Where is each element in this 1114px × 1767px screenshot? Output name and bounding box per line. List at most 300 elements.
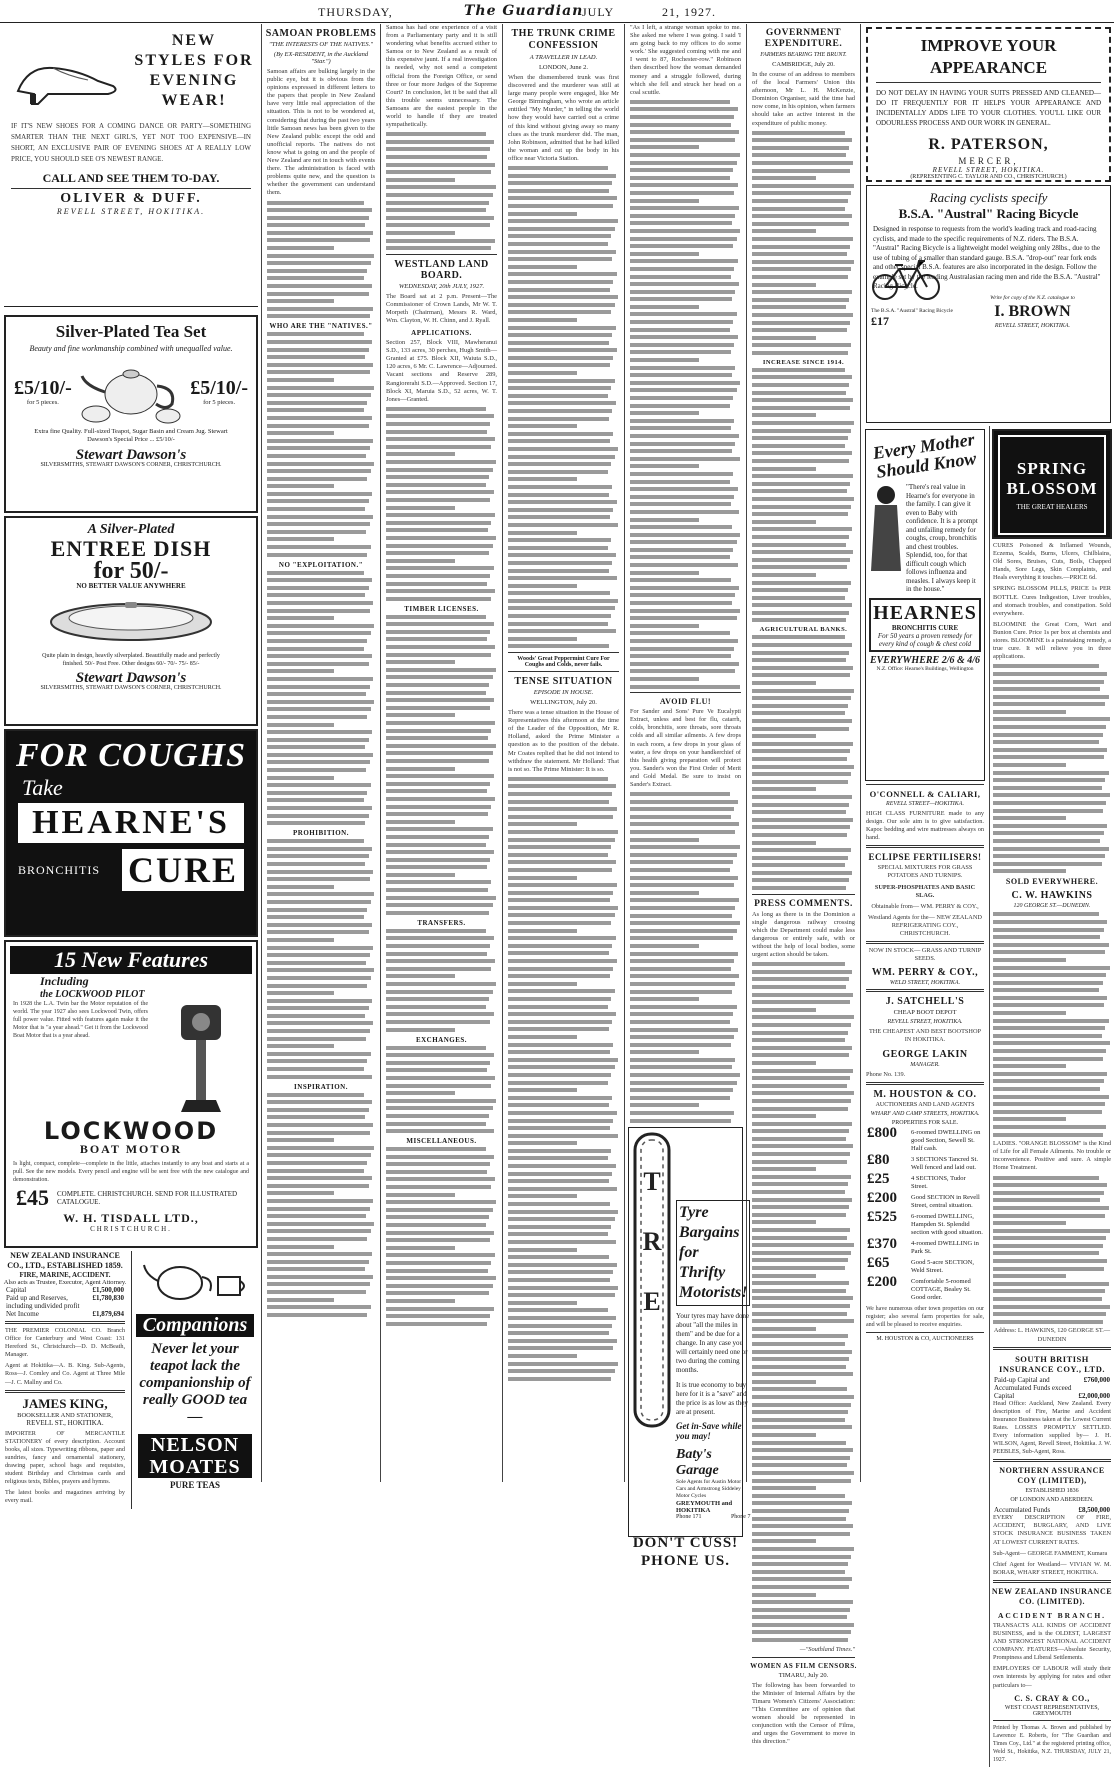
text-line xyxy=(386,475,489,479)
text-line xyxy=(752,1387,847,1391)
text-line xyxy=(752,1441,846,1445)
text-line xyxy=(508,493,609,497)
text-line xyxy=(386,896,496,900)
text-line xyxy=(993,1041,1110,1045)
text-line xyxy=(752,1152,850,1156)
text-line xyxy=(267,854,369,858)
property-listing xyxy=(867,1273,983,1302)
text-line xyxy=(267,307,373,311)
text-line xyxy=(386,1053,494,1057)
column-7-8 xyxy=(863,24,1114,1764)
text-line xyxy=(630,807,734,811)
property-listing xyxy=(867,1189,983,1210)
text-line xyxy=(508,944,612,948)
text-line xyxy=(752,825,850,829)
text-line xyxy=(752,444,845,448)
text-line xyxy=(508,424,577,428)
property-price: £525 xyxy=(867,1208,897,1225)
text-line xyxy=(508,318,577,322)
text-line xyxy=(993,1312,1106,1316)
text-line xyxy=(386,574,490,578)
text-line xyxy=(508,921,611,925)
text-line xyxy=(993,695,1109,699)
text-line xyxy=(386,873,455,877)
text-line xyxy=(267,216,369,220)
text-line xyxy=(386,597,491,601)
text-line xyxy=(993,725,1106,729)
text-line xyxy=(752,878,849,882)
text-line xyxy=(267,1282,370,1286)
column-1 xyxy=(2,24,260,1505)
evening-firm: OLIVER & DUFF. xyxy=(60,191,202,206)
property-description: 6-roomed DWELLING, Hampden St. Splendid section with good situation. xyxy=(911,1212,983,1236)
text-line xyxy=(386,812,488,816)
text-line xyxy=(993,1183,1107,1187)
text-line xyxy=(630,647,734,651)
text-line xyxy=(508,447,618,451)
text-line xyxy=(993,1198,1100,1202)
text-line xyxy=(267,484,334,488)
text-line xyxy=(630,358,699,362)
text-line xyxy=(386,1162,490,1166)
text-line xyxy=(267,1184,369,1188)
evening-body: IF IT'S NEW SHOES FOR A COMING DANCE OR PARTY—SOMETHING SMARTER THAN THE NEXT GIRL'S, YET NOT TOO EXPENSIVE—IN SHORT, AN EXCLUSIVE PAIR OF EVENING SHOES AT A REALLY LOW PRICE, YOU SHOULD SEE O'S NEWEST RANGE. xyxy=(11,122,251,163)
text-line xyxy=(508,462,611,466)
text-line xyxy=(386,820,455,824)
figure-row xyxy=(994,1506,1110,1514)
ad-spring-blossom: SPRING BLOSSOM THE GREAT HEALERS xyxy=(992,429,1112,539)
text-line xyxy=(267,424,369,428)
text-line xyxy=(752,1228,850,1232)
text-line xyxy=(630,868,730,872)
text-line xyxy=(752,1281,849,1285)
text-line xyxy=(508,1255,609,1259)
text-line xyxy=(267,930,369,934)
text-line xyxy=(508,576,617,580)
text-line xyxy=(630,578,731,582)
text-line xyxy=(752,383,849,387)
text-line xyxy=(386,1020,490,1024)
text-line xyxy=(267,923,372,927)
text-line xyxy=(386,1208,493,1212)
text-line xyxy=(267,892,374,896)
text-line xyxy=(752,658,846,662)
text-line xyxy=(752,267,851,271)
column-rule xyxy=(261,24,262,1482)
text-line xyxy=(993,912,1099,916)
text-line xyxy=(508,531,577,535)
text-line xyxy=(993,1125,1106,1129)
text-line xyxy=(993,1282,1109,1286)
text-line xyxy=(508,189,609,193)
text-line xyxy=(752,1608,850,1612)
figure-row xyxy=(6,1286,124,1294)
text-line xyxy=(267,814,369,818)
text-line xyxy=(752,1524,853,1528)
text-line xyxy=(267,1021,373,1025)
text-line xyxy=(630,373,732,377)
text-line xyxy=(630,990,732,994)
text-line xyxy=(386,1307,494,1311)
text-line xyxy=(386,231,455,235)
text-line xyxy=(752,1053,849,1057)
text-line xyxy=(267,1100,372,1104)
text-line xyxy=(752,1099,851,1103)
text-line xyxy=(630,997,699,1001)
text-line xyxy=(267,908,367,912)
text-line xyxy=(386,944,490,948)
entree-dish-icon xyxy=(41,594,221,644)
text-line xyxy=(630,449,732,453)
text-line xyxy=(630,480,730,484)
text-line xyxy=(508,997,611,1001)
text-line xyxy=(267,1275,373,1279)
text-line xyxy=(630,457,740,461)
text-line xyxy=(630,381,740,385)
text-line xyxy=(752,207,845,211)
property-description: Good 5-acre SECTION, Weld Street. xyxy=(911,1258,974,1274)
text-line xyxy=(267,254,374,258)
text-line xyxy=(752,757,847,761)
text-line xyxy=(386,1177,495,1181)
column-3: Samoa has had one experience of a visit from a Parliamentary party and it is still wondering what benefits accrued either to Samoa or to New Zealand as a result of this expensive jaunt. If a real investigation is needed, why not send a competent official from the Foreign Office, or send three or four more Judges of the Supreme Court? In conclusion, let it be said that all this trouble seems unnecessary. The Samoans are the easiest people in the world to handle if they are treated sympathetically. WESTLAND LAND BOARD. WEDNESDAY, 20th JULY, 1927. The Board sat at 2 p.m. Present—The Commissioner of Crown Lands, Mr W. T. Morpeth (Chairman), Messrs R. Ward, Wm. Clayton, W. H. Chinn, and J. Ryall. APPLICATIONS. Section 257, Block VIII, Mawheranui S.D., 133 acres, 30 perches, Hugh Smith—Granted at £75. Block XII, Waiuta S.D., 120 acres, 6 Mr. C. Lawrence—Adjourned. Vacant sections and Reserve 289, Rangiorerahi S.D.—Approved. Section 17, Block XI, Maruia S.D., 52 acres, W. T. Jones—Granted. TIMBER LICENSES. TRANSFERS. EXCHANGES. MISCELLANEOUS. xyxy=(383,24,500,1482)
ad-companions-tea: Companions Never let your teapot lack the companionship of really GOOD tea— NELSON MOATES PURE TEAS xyxy=(131,1251,258,1509)
text-line xyxy=(752,734,816,738)
text-line xyxy=(386,622,494,626)
text-line xyxy=(508,1065,615,1069)
text-line xyxy=(993,950,1105,954)
text-line xyxy=(386,163,495,167)
text-line xyxy=(386,929,486,933)
text-line xyxy=(386,1253,495,1257)
text-line xyxy=(752,343,851,347)
text-line xyxy=(267,968,374,972)
text-line xyxy=(752,1570,845,1574)
text-line xyxy=(752,673,850,677)
text-line xyxy=(752,666,853,670)
text-line xyxy=(508,807,617,811)
text-line xyxy=(386,1155,494,1159)
text-line xyxy=(267,522,370,526)
text-line xyxy=(267,669,334,673)
text-line xyxy=(508,1331,609,1335)
text-line xyxy=(752,305,846,309)
text-line xyxy=(993,1236,1106,1240)
property-price: £370 xyxy=(867,1235,897,1252)
text-line xyxy=(508,1278,610,1282)
text-line xyxy=(386,990,493,994)
text-line xyxy=(752,1182,848,1186)
text-line xyxy=(993,1072,1107,1076)
text-line xyxy=(386,1238,490,1242)
text-line xyxy=(508,936,616,940)
coughs-brand: HEARNE'S xyxy=(18,803,244,843)
text-line xyxy=(630,654,731,658)
text-line xyxy=(752,780,848,784)
text-line xyxy=(630,502,731,506)
text-line xyxy=(752,711,845,715)
text-line xyxy=(386,880,491,884)
text-line xyxy=(267,870,373,874)
text-line xyxy=(267,416,372,420)
text-line xyxy=(267,783,371,787)
text-line xyxy=(267,847,372,851)
lockwood-name: LOCKWOOD xyxy=(43,1117,219,1145)
text-line xyxy=(752,1289,846,1293)
bsa-agent: I. BROWN xyxy=(994,302,1071,320)
hearnes-script: Every Mother Should Know xyxy=(871,429,978,482)
text-line xyxy=(508,401,616,405)
text-line xyxy=(752,214,852,218)
text-line xyxy=(752,810,846,814)
text-line xyxy=(630,1103,699,1107)
text-line xyxy=(752,558,850,562)
text-line xyxy=(630,183,738,187)
text-line xyxy=(993,862,1102,866)
text-line xyxy=(508,1149,611,1153)
text-line xyxy=(752,429,851,433)
property-price: £800 xyxy=(867,1124,897,1141)
text-line xyxy=(267,261,371,265)
text-line xyxy=(267,477,367,481)
text-line xyxy=(630,1005,737,1009)
text-line xyxy=(508,1126,610,1130)
eclipse-fertilisers: ECLIPSE FERTILISERS! xyxy=(868,852,982,863)
text-line xyxy=(508,310,611,314)
text-line xyxy=(386,1276,496,1280)
text-line xyxy=(386,1147,486,1151)
text-line xyxy=(993,988,1099,992)
text-line xyxy=(752,696,851,700)
text-line xyxy=(508,477,577,481)
text-line xyxy=(508,929,577,933)
text-line xyxy=(267,393,371,397)
text-line xyxy=(386,1185,491,1189)
text-line xyxy=(752,1266,845,1270)
text-line xyxy=(630,639,738,643)
text-line xyxy=(267,1075,372,1079)
text-line xyxy=(993,1110,1102,1114)
text-line xyxy=(752,689,854,693)
text-line xyxy=(508,234,611,238)
text-line xyxy=(752,489,847,493)
text-line xyxy=(267,332,364,336)
text-line xyxy=(508,1308,608,1312)
text-line xyxy=(386,888,488,892)
text-line xyxy=(267,1214,366,1218)
text-line xyxy=(386,1028,455,1032)
text-line xyxy=(752,1122,852,1126)
text-line xyxy=(267,776,334,780)
text-line xyxy=(630,1111,734,1115)
text-line xyxy=(386,1231,494,1235)
text-line xyxy=(630,982,735,986)
text-line xyxy=(267,1059,367,1063)
text-line xyxy=(267,631,371,635)
text-line xyxy=(267,1115,365,1119)
text-line xyxy=(993,1003,1104,1007)
text-line xyxy=(386,974,455,978)
ad-paterson: IMPROVE YOUR APPEARANCE DO NOT DELAY IN HAVING YOUR SUITS PRESSED AND CLEANED—DO IT FREQUENTLY FOR IT HELPS YOUR APPEARANCE AND INCIDENTALLY ADDS LIFE TO YOUR CLOTHES. YOU'LL LIKE OUR ODOURLESS PROCESS AND OUR WORK IN GENERAL. R. PATERSON, MERCER, REVELL STREET, HOKITIKA. (REPRESENTING C. TAYLOR AND CO., CHRISTCHURCH.) xyxy=(866,27,1111,182)
text-line xyxy=(267,1006,369,1010)
svg-text:R: R xyxy=(642,1226,662,1256)
text-line xyxy=(752,436,848,440)
text-line xyxy=(267,537,334,541)
text-line xyxy=(630,168,733,172)
text-line xyxy=(752,1327,816,1331)
text-line xyxy=(267,938,334,942)
svg-text:E: E xyxy=(643,1286,661,1316)
text-line xyxy=(630,350,731,354)
text-line xyxy=(508,838,615,842)
companions-brand: NELSON MOATES xyxy=(138,1434,252,1478)
text-line xyxy=(752,138,852,142)
text-line xyxy=(267,370,370,374)
text-line xyxy=(386,1284,493,1288)
text-line xyxy=(508,303,615,307)
text-line xyxy=(508,591,610,595)
text-line xyxy=(508,356,613,360)
text-line xyxy=(752,1008,816,1012)
text-line xyxy=(267,284,372,288)
text-line xyxy=(267,276,364,280)
text-line xyxy=(752,1220,816,1224)
entree-price: for 50/- xyxy=(93,558,169,584)
text-line xyxy=(267,208,372,212)
text-line xyxy=(630,540,737,544)
text-line xyxy=(386,468,493,472)
text-line xyxy=(752,1144,853,1148)
text-line xyxy=(508,883,617,887)
property-description: 4-roomed DWELLING in Park St. xyxy=(911,1239,979,1255)
text-line xyxy=(630,800,738,804)
text-line xyxy=(508,1293,615,1297)
text-line xyxy=(630,822,739,826)
text-line xyxy=(630,921,740,925)
text-line xyxy=(386,797,495,801)
text-line xyxy=(752,1251,851,1255)
text-line xyxy=(508,348,617,352)
text-line xyxy=(508,470,608,474)
text-line xyxy=(386,952,487,956)
paterson-name: R. PATERSON, xyxy=(928,136,1049,153)
text-line xyxy=(752,581,851,585)
text-line xyxy=(752,1517,846,1521)
text-line xyxy=(993,816,1066,820)
text-line xyxy=(630,419,734,423)
text-line xyxy=(386,911,489,915)
text-line xyxy=(993,1214,1105,1218)
text-line xyxy=(267,378,334,382)
text-line xyxy=(508,265,577,269)
text-line xyxy=(993,702,1105,706)
text-line xyxy=(752,146,849,150)
text-line xyxy=(267,269,367,273)
text-line xyxy=(630,267,734,271)
text-line xyxy=(267,586,369,590)
text-line xyxy=(508,379,615,383)
text-line xyxy=(993,920,1107,924)
text-line xyxy=(386,1129,494,1133)
text-line xyxy=(508,913,615,917)
text-line xyxy=(630,891,699,895)
text-line xyxy=(508,622,608,626)
text-line xyxy=(508,288,610,292)
text-line xyxy=(508,891,613,895)
text-line xyxy=(752,1494,845,1498)
text-line xyxy=(267,1146,374,1150)
text-line xyxy=(752,1296,853,1300)
text-line xyxy=(386,223,490,227)
text-line xyxy=(752,184,854,188)
text-line xyxy=(630,100,730,104)
text-line xyxy=(508,1058,618,1062)
text-line xyxy=(508,853,608,857)
text-line xyxy=(267,545,371,549)
text-line xyxy=(630,305,699,309)
text-line xyxy=(752,970,852,974)
property-listing xyxy=(867,1254,983,1275)
text-line xyxy=(386,1012,494,1016)
wm-perry: WM. PERRY & COY., xyxy=(871,967,979,979)
text-line xyxy=(752,421,854,425)
text-line xyxy=(993,1289,1105,1293)
text-line xyxy=(752,1623,854,1627)
text-line xyxy=(508,1217,615,1221)
text-line xyxy=(508,1270,613,1274)
text-line xyxy=(993,1274,1066,1278)
text-line xyxy=(993,958,1066,962)
text-line xyxy=(386,691,486,695)
text-line xyxy=(630,571,699,575)
text-line xyxy=(630,1073,740,1077)
text-line xyxy=(267,469,371,473)
text-line xyxy=(752,1319,854,1323)
text-line xyxy=(386,1246,455,1250)
text-line xyxy=(752,1600,853,1604)
text-line xyxy=(508,546,608,550)
property-price: £25 xyxy=(867,1170,890,1187)
text-line xyxy=(267,593,365,597)
text-line xyxy=(386,1314,490,1318)
text-line xyxy=(993,966,1110,970)
text-line xyxy=(386,185,496,189)
text-line xyxy=(386,736,488,740)
text-line xyxy=(630,434,739,438)
text-line xyxy=(267,806,372,810)
text-line xyxy=(752,787,816,791)
text-line xyxy=(630,411,699,415)
text-line xyxy=(267,292,369,296)
text-line xyxy=(752,512,848,516)
text-line xyxy=(630,1096,730,1100)
text-line xyxy=(386,615,486,619)
column-2: SAMOAN PROBLEMS "THE INTERESTS OF THE NATIVES." (By EX-RESIDENT, in the Auckland "Star.") Samoan affairs are bulking largely in the public eye, but it is obvious from the opinions expressed in different letters to the papers that people in New Zealand have very little real appreciation of the situation. This is not to be wondered at, considering that during the past two years little Samoan news has been given to the New Zealand public except the odd and unofficial reports. The natives do not know what is going on and the people of New Zealand are not in touch with events there. The administration is faced with problems quite new, and the question is whether the government can understand them. WHO ARE THE "NATIVES." NO "EXPLOITATION." PROHIBITION. INSPIRATION. xyxy=(264,24,378,1482)
text-line xyxy=(508,982,577,986)
figure-label: Capital xyxy=(6,1286,27,1294)
text-line xyxy=(386,513,495,517)
text-line xyxy=(267,984,367,988)
property-description: 3 SECTIONS Tancred St. Well fenced and laid out. xyxy=(911,1155,978,1171)
text-line xyxy=(993,748,1107,752)
text-line xyxy=(508,371,577,375)
figure-value: £2,000,000 xyxy=(1078,1391,1110,1400)
column-8: SPRING BLOSSOM THE GREAT HEALERS CURES Poisoned & Inflamed Wounds, Eczema, Scalds, Burns, Ulcers, Chilblains, Old Sores, Bruises, Cuts, Boils, Chapped Hands, Sore Legs, Skin Complaints, and Heals everything it touches.—PRICE 6d. SPRING BLOSSOM PILLS, PRICE 1s PER BOTTLE. Cures Indigestion, Liver troubles, and stomach troubles, and constipation. Sold everywhere. BLOOMINE the Great Corn, Wart and Bunion Cure. Price 1s per box at chemists and stores. BLOOMINE is a painstaking remedy, a true cure. It will relieve you in three applications. SOLD EVERYWHERE. C. W. HAWKINS 120 GEORGE ST.—DUNEDIN. LADIES. "ORANGE BLOSSOM" is the Kind of Life for all Female Ailments. No trouble or inconvenience. Positive and sure. A simple Home Treatment. Address: L. HAWKINS, 120 GEORGE ST.—DUNEDIN SOUTH BRITISH INSURANCE COY., LTD. Paid-up Capital and Accumulated Funds exceed £760,000 Capital £2,000,000 Head Office: Auckland, New Zealand. Every description of Fire, Marine and Accident Insurance Business taken at the Lowest Current Rates. LOSSES PROMPTLY SETTLED. Every information supplied by— J. H. WILSON, Agent, Revell Street, Hokitika. J. W. PEEBLES, Sub-Agent, Ross. NORTHERN ASSURANCE COY (LIMITED), ESTABLISHED 1836 OF LONDON AND ABERDEEN. Accumulated Funds £8,500,000 EVERY DESCRIPTION OF FIRE, ACCIDENT, BURGLARY, AND LIVE STOCK INSURANCE BUSINESS TAKEN AT LOWEST CURRENT RATES. Sub-Agent— GEORGE FAMMENT, Kumara Chief Agent for Westland— VIVIAN W. M. BORAR, WHARF STREET, HOKITIKA. NEW ZEALAND INSURANCE CO. (LIMITED). ACCIDENT BRANCH. TRANSACTS ALL KINDS OF ACCIDENT BUSINESS, and is the OLDEST, LARGEST AND STRONGEST NATIONAL ACCIDENT COMPANY. FEATURES—Absolute Security, Promptness and Liberal Settlements. EMPLOYERS OF LABOUR will study their own interests by applying for rates and other particulars to— C. S. CRAY & CO., WEST COAST REPRESENTATIVES, GREYMOUTH Printed by Thomas A. Brown and published by Lawrence E. Roberts, for "The Guardian and Times Coy., Ltd." at the registered printing office, Weld St., Hokitika, N.Z. THURSDAY, JULY 21, 1927. xyxy=(989,426,1114,1767)
text-line xyxy=(508,860,616,864)
text-line xyxy=(630,404,730,408)
text-line xyxy=(752,1350,852,1354)
text-line xyxy=(386,967,491,971)
